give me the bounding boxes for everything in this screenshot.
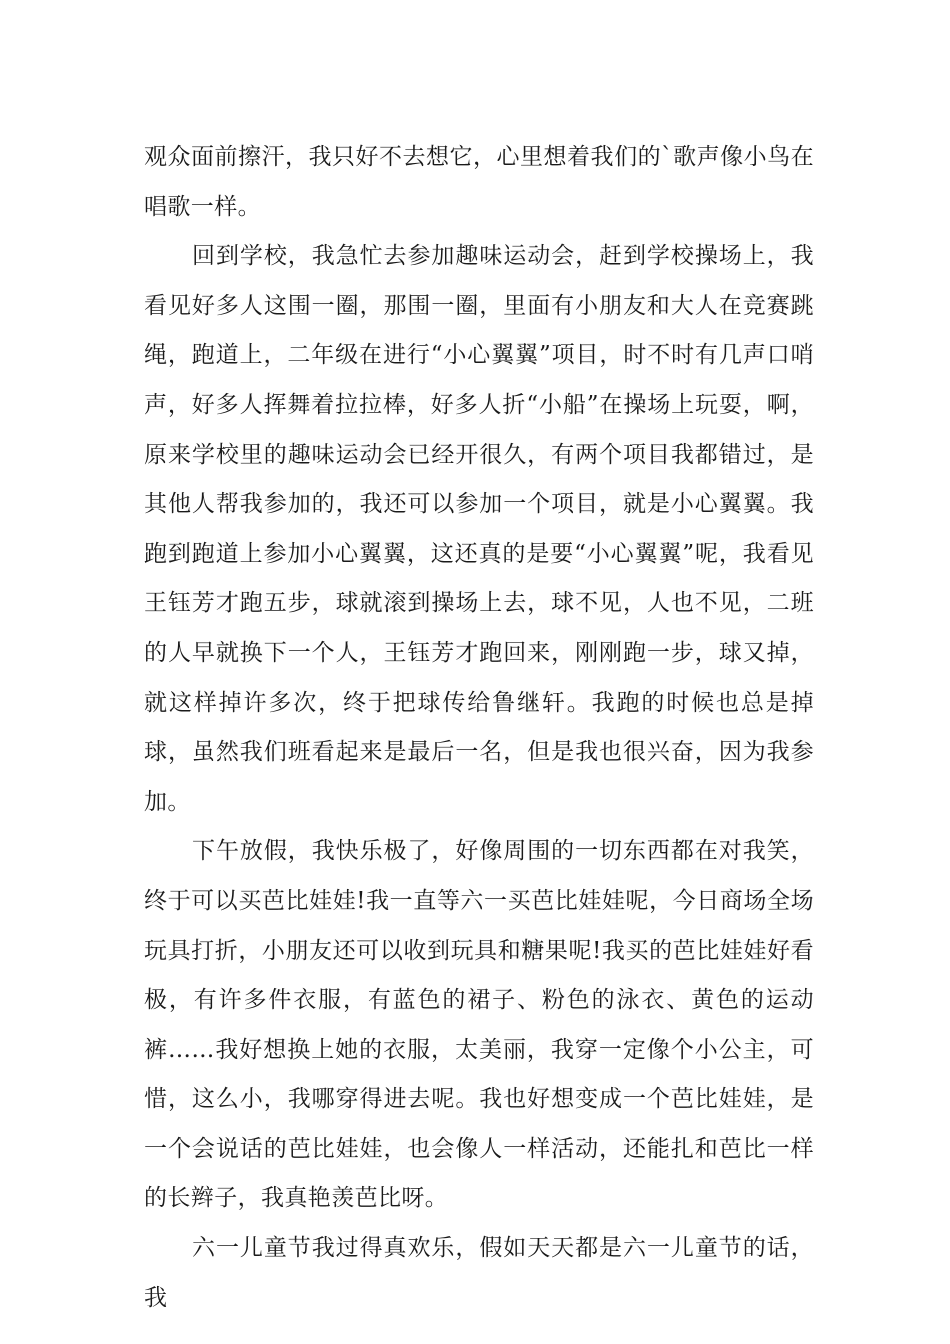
body-text xyxy=(144,133,814,1323)
paragraph-3: 下午放假，我快乐极了，好像周围的一切东西都在对我笑，终于可以买芭比娃娃!我一直等六一买芭比娃娃呢，今日商场全场玩具打折，小朋友还可以收到玩具和糖果呢!我买的芭比娃娃好看极，有许多件衣服，有蓝色的裙子、粉色的泳衣、黄色的运动裤……我好想换上她的衣服，太美丽，我穿一定像个小公主，可惜，这么小，我哪穿得进去呢。我也好想变成一个芭比娃娃，是一个会说话的芭比娃娃，也会像人一样活动，还能扎和芭比一样的长辫子，我真艳羡芭比呀。 xyxy=(144,838,814,1212)
paragraph-1: 观众面前擦汗，我只好不去想它，心里想着我们的`歌声像小鸟在唱歌一样。 xyxy=(144,144,814,220)
paragraph-2: 回到学校，我急忙去参加趣味运动会，赶到学校操场上，我看见好多人这围一圈，那围一圈，里面有小朋友和大人在竞赛跳绳，跑道上，二年级在进行“小心翼翼”项目，时不时有几声口哨声，好多人挥舞着拉拉棒，好多人折“小船”在操场上玩耍，啊，原来学校里的趣味运动会已经开很久，有两个项目我都错过，是其他人帮我参加的，我还可以参加一个项目，就是小心翼翼。我跑到跑道上参加小心翼翼，这还真的是要“小心翼翼”呢，我看见王钰芳才跑五步，球就滚到操场上去，球不见，人也不见，二班的人早就换下一个人，王钰芳才跑回来，刚刚跑一步，球又掉，就这样掉许多次，终于把球传给鲁继轩。我跑的时候也总是掉球，虽然我们班看起来是最后一名，但是我也很兴奋，因为我参加。 xyxy=(144,243,814,815)
paragraph-4: 六一儿童节我过得真欢乐，假如天天都是六一儿童节的话，我 xyxy=(144,1235,814,1311)
